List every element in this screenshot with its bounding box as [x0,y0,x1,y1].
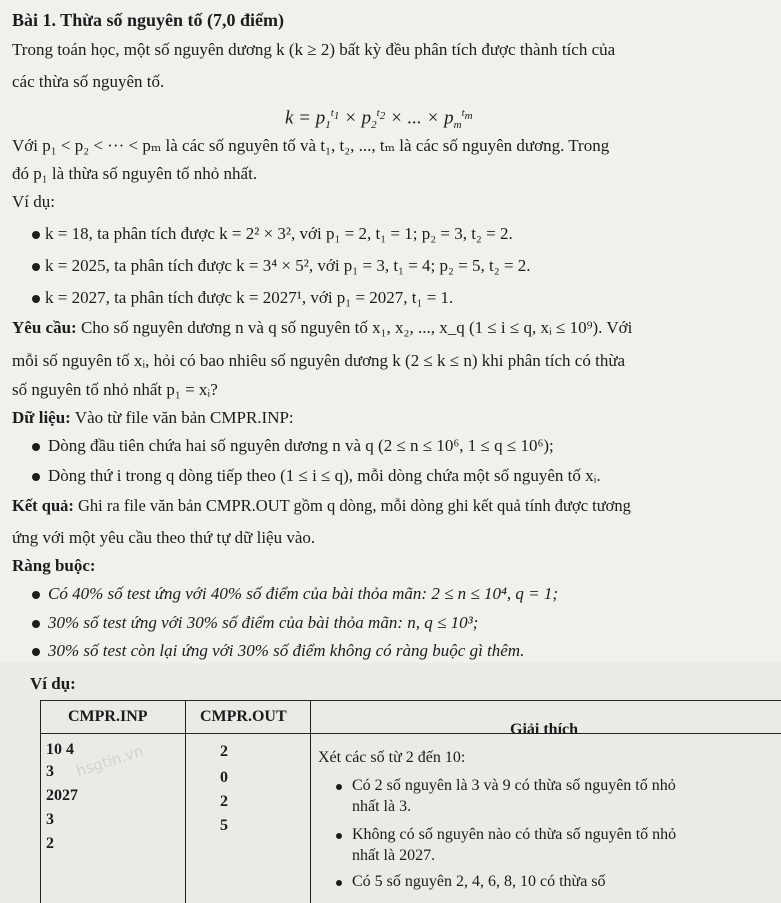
table-border-top [40,700,781,701]
constraints-label: Ràng buộc: [12,556,96,575]
bullet-icon [32,295,40,303]
input-label: Dữ liệu: [12,408,71,427]
inp-line: 2 [46,835,54,852]
out-line: 0 [220,769,228,786]
example-3: k = 2027, ta phân tích được k = 2027¹, với p₁ = 2027, t₁ = 1. [45,288,454,307]
table-column-divider [310,700,311,903]
bullet-icon [32,263,40,271]
explain-line: nhất là 3. [352,798,412,815]
header-out: CMPR.OUT [200,708,287,725]
explain-line: Không có số nguyên nào có thừa số nguyên tố nhỏ [352,826,677,843]
table-border-left [40,700,41,903]
bullet-icon [32,473,40,481]
sample-table [40,700,781,903]
constraint-3: 30% số test còn lại ứng với 30% số điểm không có ràng buộc gì thêm. [48,641,525,660]
out-line: 2 [220,793,228,810]
requirement-line-2: mỗi số nguyên tố xᵢ, hỏi có bao nhiêu số nguyên dương k (2 ≤ k ≤ n) khi phân tích có thừa [12,351,626,370]
bullet-icon [32,648,40,656]
factorization-formula: $k = p_1^{t_1} \times p_2^{t_2}$ × ... × $p_m^{t_m}$ [285,107,473,132]
out-line: 5 [220,817,228,834]
header-explain: Giải thích [510,721,579,738]
example-1: k = 18, ta phân tích được k = 2² × 3², với p₁ = 2, t₁ = 1; p₂ = 3, t₂ = 2. [45,224,513,243]
where-line-1: Với p₁ < p₂ < ··· < pₘ là các số nguyên tố và t₁, t₂, ..., tₘ là các số nguyên dương. Trong [12,136,610,155]
bullet-icon [336,784,342,790]
explain-line: nhất là 2027. [352,847,436,864]
inp-line: 2027 [46,787,78,804]
input-item-2: Dòng thứ i trong q dòng tiếp theo (1 ≤ i ≤ q), mỗi dòng chứa một số nguyên tố xᵢ. [48,466,601,485]
sample-label: Ví dụ: [30,674,76,693]
explain-line: Có 2 số nguyên là 3 và 9 có thừa số nguyên tố nhỏ [352,777,676,794]
table-column-divider [185,700,186,903]
constraint-2: 30% số test ứng với 30% số điểm của bài thỏa mãn: n, q ≤ 10³; [48,613,479,632]
explain-line: Có 5 số nguyên 2, 4, 6, 8, 10 có thừa số [352,873,606,890]
bullet-icon [336,880,342,886]
intro-line-2: các thừa số nguyên tố. [12,72,165,91]
watermark: hsgtin.vn [73,741,146,781]
intro-line-1: Trong toán học, một số nguyên dương k (k ≥ 2) bất kỳ đều phân tích được thành tích của [12,40,616,59]
requirement-label: Yêu cầu: [12,318,77,337]
example-2: k = 2025, ta phân tích được k = 3⁴ × 5², với p₁ = 3, t₁ = 4; p₂ = 5, t₂ = 2. [45,256,531,275]
problem-title: Bài 1. Thừa số nguyên tố (7,0 điểm) [12,10,285,30]
output-line-2: ứng với một yêu cầu theo thứ tự dữ liệu vào. [12,528,316,547]
inp-line: 3 [46,763,54,780]
requirement-line-3: số nguyên tố nhỏ nhất p₁ = xᵢ? [12,380,218,399]
requirement-text: Cho số nguyên dương n và q số nguyên tố x₁, x₂, ..., x_q (1 ≤ i ≤ q, xᵢ ≤ 10⁹). Với [76,318,633,337]
input-heading [12,408,294,428]
bullet-icon [32,620,40,628]
where-line-2: đó p₁ là thừa số nguyên tố nhỏ nhất. [12,164,258,183]
table-header-divider [40,733,781,734]
bullet-icon [32,443,40,451]
out-line: 2 [220,743,228,760]
constraint-1: Có 40% số test ứng với 40% số điểm của bài thỏa mãn: 2 ≤ n ≤ 10⁴, q = 1; [48,584,559,603]
explain-intro: Xét các số từ 2 đến 10: [318,749,466,766]
input-text: Vào từ file văn bản CMPR.INP: [70,408,294,427]
inp-line: 3 [46,811,54,828]
requirement-line-1 [12,318,632,338]
bullet-icon [32,231,40,239]
output-line-1 [12,496,631,516]
input-item-1: Dòng đầu tiên chứa hai số nguyên dương n và q (2 ≤ n ≤ 10⁶, 1 ≤ q ≤ 10⁶); [48,436,554,455]
output-text: Ghi ra file văn bản CMPR.OUT gồm q dòng, mỗi dòng ghi kết quả tính được tương [73,496,631,515]
bullet-icon [32,591,40,599]
example-label: Ví dụ: [12,192,55,211]
bullet-icon [336,833,342,839]
header-inp: CMPR.INP [68,708,148,725]
output-label: Kết quả: [12,496,74,515]
inp-line: 10 4 [46,741,74,758]
